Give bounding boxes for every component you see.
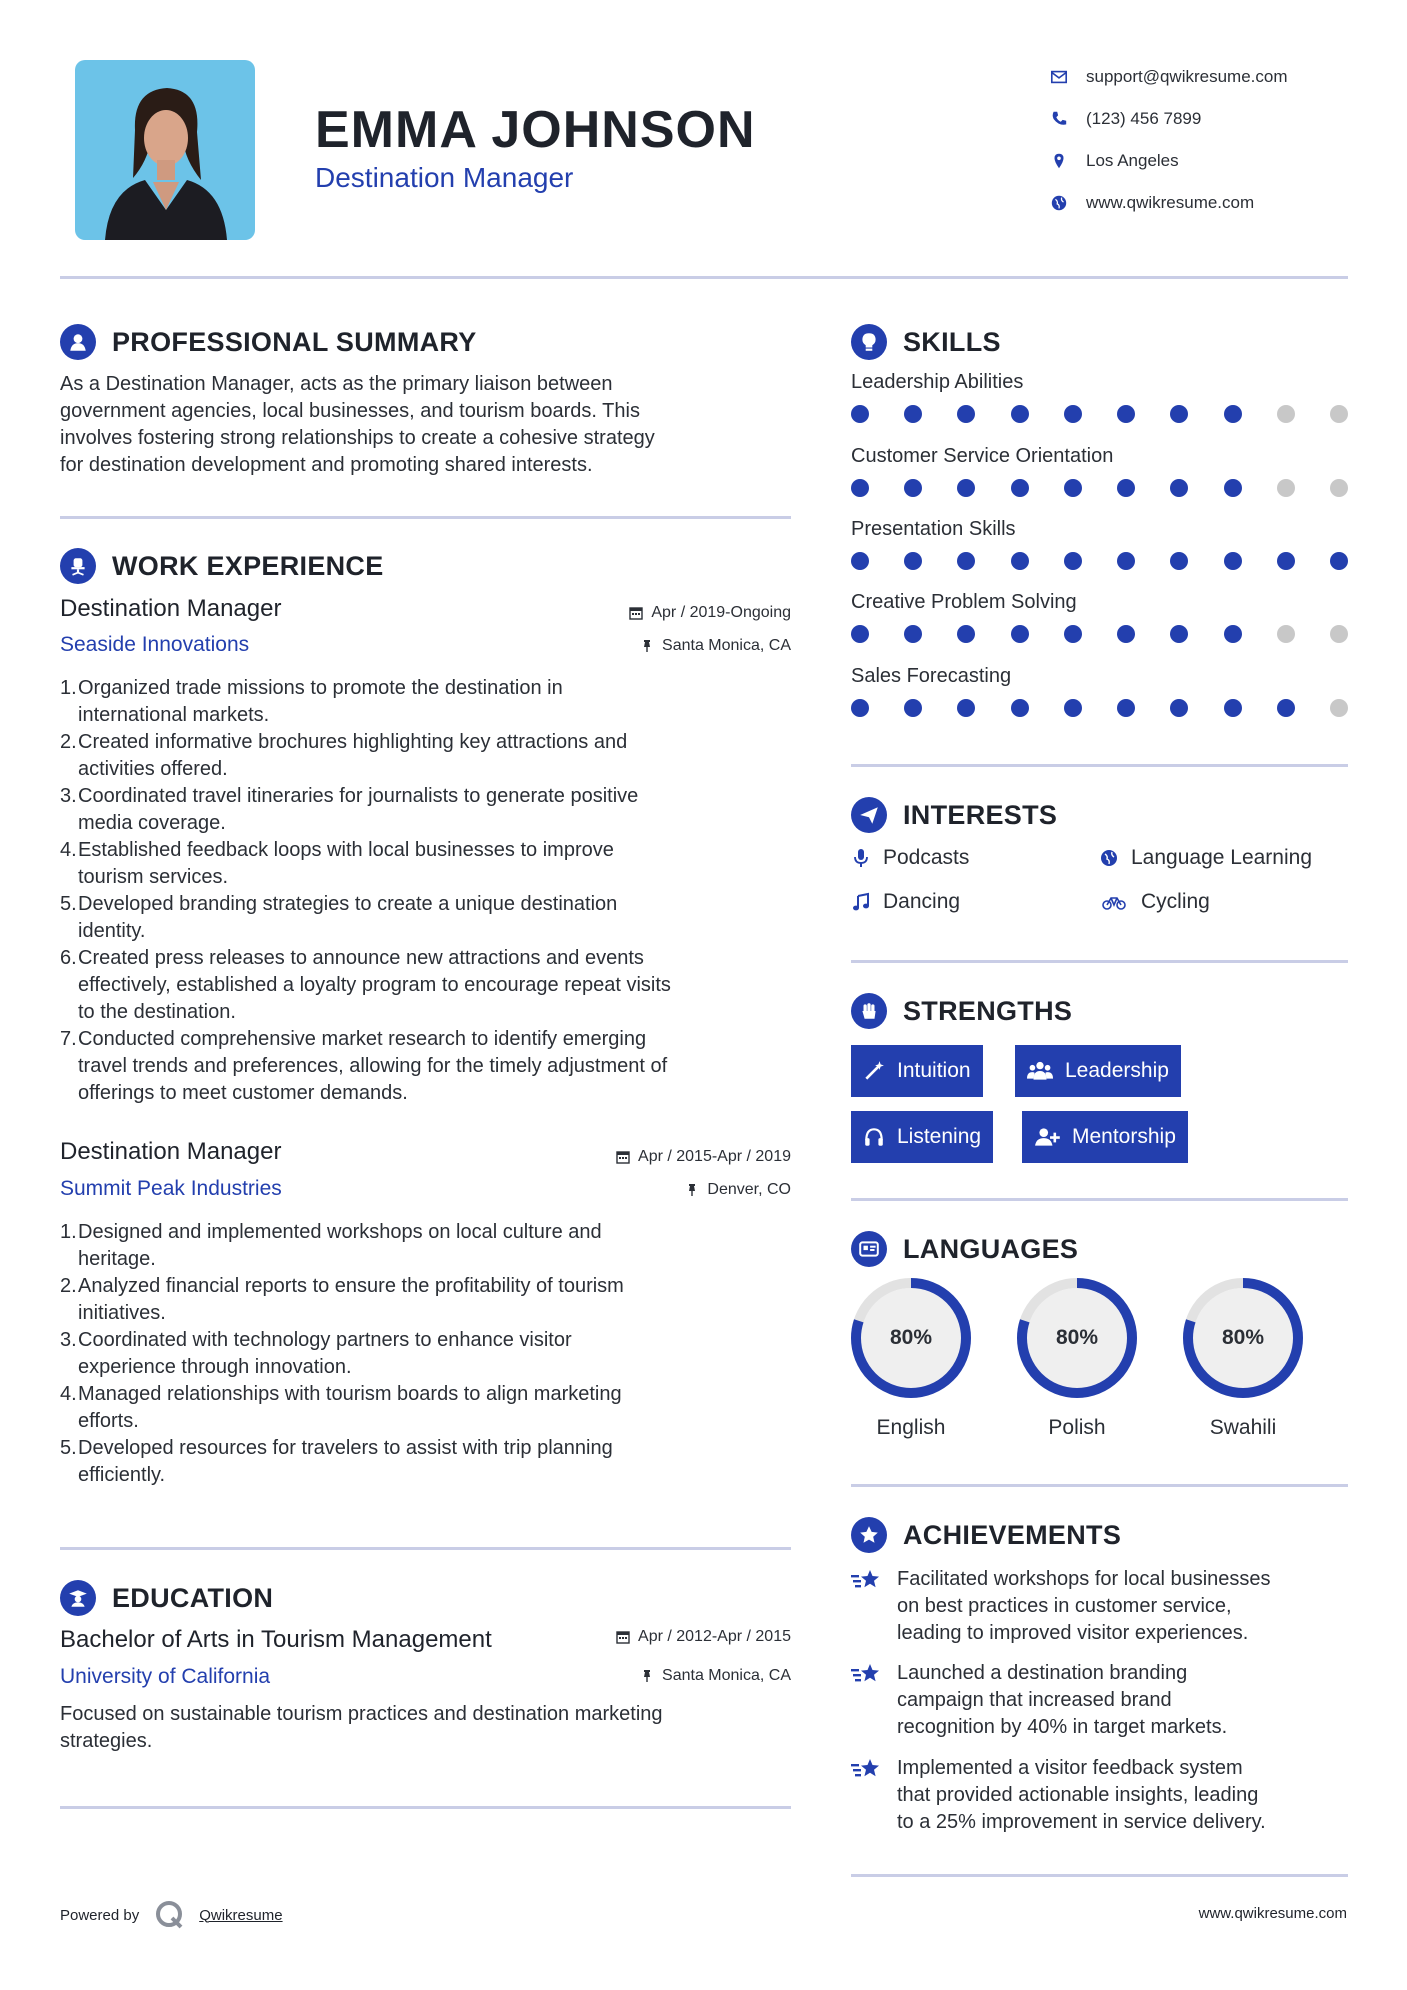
strengths-divider: [851, 1198, 1348, 1201]
rating-dot-filled: [1170, 479, 1188, 497]
skill-name: Creative Problem Solving: [851, 591, 1077, 613]
globe-icon: [1050, 194, 1068, 212]
education-description: [60, 1701, 800, 1755]
education-dates: [616, 1628, 791, 1646]
education-location: [640, 1667, 791, 1685]
achievement-line: that provided actionable insights, leading: [897, 1784, 1259, 1806]
skill-rating: [851, 699, 1348, 717]
rating-dot-empty: [1277, 479, 1295, 497]
language-item: [1015, 1276, 1139, 1440]
job-dates-text: Apr / 2019-Ongoing: [651, 604, 791, 621]
rating-dot-filled: [1117, 552, 1135, 570]
education-line: Focused on sustainable tourism practices and destination marketing: [60, 1703, 663, 1725]
list-number: 4.: [60, 1383, 77, 1405]
list-number: 6.: [60, 947, 77, 969]
rating-dot-filled: [1064, 699, 1082, 717]
rating-dot-empty: [1330, 699, 1348, 717]
job-location-text: Denver, CO: [707, 1181, 791, 1198]
strength-label: Intuition: [897, 1059, 971, 1082]
job-location: [640, 637, 791, 655]
headphones-icon: [863, 1126, 885, 1148]
list-line: Developed branding strategies to create a unique destination: [78, 893, 618, 915]
language-item: [849, 1276, 973, 1440]
list-line: initiatives.: [78, 1302, 166, 1324]
list-number: 1.: [60, 677, 77, 699]
strength-tag: [851, 1111, 993, 1163]
rating-dot-empty: [1330, 405, 1348, 423]
office-chair-icon: [60, 548, 96, 584]
summary-line: involves fostering strong relationships to create a cohesive strategy: [60, 427, 655, 449]
pushpin-icon: [640, 1669, 654, 1683]
list-item: [60, 729, 800, 783]
list-line: travel trends and preferences, allowing for the timely adjustment of: [78, 1055, 668, 1077]
skill-item: [851, 518, 1351, 570]
rating-dot-filled: [1224, 405, 1242, 423]
achievement-item: [851, 1660, 1351, 1741]
rating-dot-filled: [904, 552, 922, 570]
list-item: [60, 1327, 800, 1381]
music-note-icon: [851, 892, 871, 912]
profile-photo: [75, 60, 255, 240]
list-number: 3.: [60, 785, 77, 807]
list-line: Designed and implemented workshops on local culture and: [78, 1221, 602, 1243]
list-line: Created press releases to announce new attractions and events: [78, 947, 644, 969]
rating-dot-filled: [1117, 625, 1135, 643]
star-badge-icon: [851, 1517, 887, 1553]
rating-dot-filled: [1011, 552, 1029, 570]
list-item: [60, 783, 800, 837]
list-line: Established feedback loops with local businesses to improve: [78, 839, 614, 861]
summary-heading: [60, 324, 477, 360]
language-progress-ring: [1181, 1276, 1305, 1400]
contact-location-text: Los Angeles: [1086, 151, 1179, 170]
job-title: Destination Manager: [60, 1138, 282, 1165]
footer-powered-by: [60, 1900, 283, 1930]
skills-divider: [851, 764, 1348, 767]
shooting-star-icon: [851, 1660, 883, 1688]
rating-dot-filled: [1117, 699, 1135, 717]
rating-dot-filled: [851, 625, 869, 643]
contact-phone-text: (123) 456 7899: [1086, 109, 1202, 128]
rating-dot-filled: [1011, 625, 1029, 643]
pushpin-icon: [685, 1183, 699, 1197]
education-line: strategies.: [60, 1730, 153, 1752]
rating-dot-filled: [957, 625, 975, 643]
shooting-star-icon: [851, 1566, 883, 1594]
list-item: [60, 1381, 800, 1435]
list-number: 2.: [60, 1275, 77, 1297]
interest-label: Cycling: [1141, 890, 1210, 913]
job-title: Destination Manager: [60, 595, 282, 622]
interest-item: [1099, 890, 1210, 914]
rating-dot-filled: [1064, 405, 1082, 423]
calendar-icon: [629, 606, 643, 620]
list-line: international markets.: [78, 704, 270, 726]
rating-dot-filled: [851, 699, 869, 717]
summary-divider: [60, 516, 791, 519]
contact-email[interactable]: [1050, 56, 1380, 98]
rating-dot-filled: [1224, 552, 1242, 570]
languages-heading: [851, 1231, 1078, 1267]
skill-rating: [851, 405, 1348, 423]
rating-dot-empty: [1277, 625, 1295, 643]
education-dates-text: Apr / 2012-Apr / 2015: [638, 1628, 791, 1645]
lightbulb-icon: [851, 324, 887, 360]
list-line: Developed resources for travelers to assist with trip planning: [78, 1437, 613, 1459]
skill-item: [851, 665, 1351, 717]
language-name: Polish: [1048, 1416, 1106, 1439]
rating-dot-filled: [904, 479, 922, 497]
list-number: 7.: [60, 1028, 77, 1050]
contact-phone[interactable]: [1050, 98, 1380, 140]
list-item: [60, 1273, 800, 1327]
achievement-line: Implemented a visitor feedback system: [897, 1757, 1243, 1779]
language-percent: 80%: [1055, 1326, 1099, 1349]
brand-link[interactable]: Qwikresume: [199, 1906, 283, 1924]
skill-name: Sales Forecasting: [851, 665, 1012, 687]
user-icon: [60, 324, 96, 360]
rating-dot-filled: [1170, 552, 1188, 570]
skill-rating: [851, 479, 1348, 497]
job-company: Seaside Innovations: [60, 633, 250, 656]
achievement-line: Launched a destination branding: [897, 1662, 1188, 1684]
rating-dot-filled: [851, 405, 869, 423]
rating-dot-filled: [1224, 625, 1242, 643]
summary-line: government agencies, local businesses, and tourism boards. This: [60, 400, 640, 422]
pushpin-icon: [640, 639, 654, 653]
languages-title: LANGUAGES: [903, 1233, 1079, 1264]
interests-heading: [851, 797, 1057, 833]
rating-dot-filled: [957, 405, 975, 423]
contact-location: [1050, 140, 1380, 182]
contact-list: [1050, 56, 1380, 224]
rating-dot-filled: [1064, 625, 1082, 643]
interest-label: Dancing: [883, 890, 961, 913]
id-card-icon: [851, 1231, 887, 1267]
interest-item: [1099, 846, 1312, 870]
rating-dot-filled: [957, 479, 975, 497]
job-location: [685, 1181, 791, 1199]
skill-name: Presentation Skills: [851, 518, 1016, 540]
list-number: 2.: [60, 731, 77, 753]
rating-dot-filled: [1224, 699, 1242, 717]
rating-dot-empty: [1330, 625, 1348, 643]
rating-dot-filled: [1170, 625, 1188, 643]
header-divider: [60, 276, 1348, 279]
achievement-text: [897, 1566, 1271, 1647]
rating-dot-filled: [957, 699, 975, 717]
rating-dot-filled: [1277, 552, 1295, 570]
rating-dot-filled: [1117, 479, 1135, 497]
envelope-icon: [1050, 68, 1068, 86]
strengths-heading: [851, 993, 1072, 1029]
interest-label: Language Learning: [1131, 846, 1313, 869]
list-line: Coordinated travel itineraries for journalists to generate positive: [78, 785, 639, 807]
strengths-title: STRENGTHS: [903, 995, 1073, 1026]
achievement-line: on best practices in customer service,: [897, 1595, 1232, 1617]
education-divider: [60, 1806, 791, 1809]
skill-name: Customer Service Orientation: [851, 445, 1114, 467]
language-progress-ring: [849, 1276, 973, 1400]
list-item: [60, 891, 800, 945]
achievement-line: Facilitated workshops for local businesses: [897, 1568, 1271, 1590]
skill-name: Leadership Abilities: [851, 371, 1024, 393]
qwikresume-logo-icon: [155, 1900, 185, 1930]
list-line: Managed relationships with tourism boards to align marketing: [78, 1383, 622, 1405]
skill-rating: [851, 552, 1348, 570]
achievement-text: [897, 1755, 1266, 1836]
contact-email-text: support@qwikresume.com: [1086, 67, 1288, 86]
list-line: media coverage.: [78, 812, 226, 834]
achievements-title: ACHIEVEMENTS: [903, 1519, 1122, 1550]
calendar-icon: [616, 1150, 630, 1164]
rating-dot-filled: [851, 479, 869, 497]
list-line: Created informative brochures highlighting key attractions and: [78, 731, 628, 753]
rating-dot-filled: [1011, 405, 1029, 423]
person-portrait-icon: [75, 60, 255, 240]
rating-dot-empty: [1330, 479, 1348, 497]
strength-label: Mentorship: [1072, 1125, 1176, 1148]
contact-website[interactable]: [1050, 182, 1380, 224]
rating-dot-filled: [904, 625, 922, 643]
job-dates: [616, 1148, 791, 1166]
job-duties-list: [60, 675, 800, 1107]
contact-website-text: www.qwikresume.com: [1086, 193, 1255, 212]
rating-dot-filled: [904, 699, 922, 717]
rating-dot-filled: [1064, 479, 1082, 497]
rating-dot-filled: [904, 405, 922, 423]
list-line: to the destination.: [78, 1001, 236, 1023]
job-location-text: Santa Monica, CA: [662, 637, 791, 654]
paper-plane-icon: [851, 797, 887, 833]
list-item: [60, 675, 800, 729]
experience-heading: [60, 548, 384, 584]
list-number: 3.: [60, 1329, 77, 1351]
job-duties-list: [60, 1219, 800, 1489]
rating-dot-filled: [1117, 405, 1135, 423]
list-number: 5.: [60, 1437, 77, 1459]
graduate-icon: [60, 1580, 96, 1616]
language-name: English: [876, 1416, 946, 1439]
job-company: Summit Peak Industries: [60, 1177, 282, 1200]
microphone-icon: [851, 848, 871, 868]
strength-tag: [1015, 1045, 1181, 1097]
interest-item: [851, 846, 969, 870]
rating-dot-filled: [1224, 479, 1242, 497]
list-line: identity.: [78, 920, 146, 942]
degree-title: Bachelor of Arts in Tourism Management: [60, 1626, 492, 1653]
list-line: effectively, established a loyalty program to encourage repeat visits: [78, 974, 671, 996]
list-line: Analyzed financial reports to ensure the profitability of tourism: [78, 1275, 624, 1297]
list-line: efficiently.: [78, 1464, 166, 1486]
education-title: EDUCATION: [112, 1582, 274, 1613]
strength-tag: [1022, 1111, 1188, 1163]
achievement-line: leading to improved visitor experiences.: [897, 1622, 1249, 1644]
language-item: [1181, 1276, 1305, 1440]
job-dates-text: Apr / 2015-Apr / 2019: [638, 1148, 791, 1165]
interests-title: INTERESTS: [903, 799, 1058, 830]
shooting-star-icon: [851, 1755, 883, 1783]
skill-item: [851, 591, 1351, 643]
candidate-role: Destination Manager: [315, 162, 574, 193]
experience-divider: [60, 1547, 791, 1550]
interest-item: [851, 890, 960, 914]
raised-fist-icon: [851, 993, 887, 1029]
skills-heading: [851, 324, 1001, 360]
rating-dot-filled: [1011, 479, 1029, 497]
map-pin-icon: [1050, 152, 1068, 170]
rating-dot-empty: [1277, 405, 1295, 423]
magic-wand-icon: [863, 1060, 885, 1082]
rating-dot-filled: [1064, 552, 1082, 570]
education-location-text: Santa Monica, CA: [662, 1667, 791, 1684]
summary-line: for destination development and promoting shared interests.: [60, 454, 593, 476]
list-item: [60, 1026, 800, 1107]
rating-dot-filled: [1170, 699, 1188, 717]
skill-rating: [851, 625, 1348, 643]
achievement-line: recognition by 40% in target markets.: [897, 1716, 1228, 1738]
calendar-icon: [616, 1630, 630, 1644]
user-plus-icon: [1034, 1126, 1060, 1148]
achievement-line: campaign that increased brand: [897, 1689, 1172, 1711]
list-item: [60, 1219, 800, 1273]
job-dates: [629, 604, 791, 622]
education-heading: [60, 1580, 273, 1616]
rating-dot-filled: [1277, 699, 1295, 717]
achievement-text: [897, 1660, 1227, 1741]
candidate-name: EMMA JOHNSON: [315, 101, 756, 159]
users-icon: [1027, 1060, 1053, 1082]
summary-line: As a Destination Manager, acts as the primary liaison between: [60, 373, 613, 395]
list-number: 5.: [60, 893, 77, 915]
achievements-heading: [851, 1517, 1121, 1553]
skills-title: SKILLS: [903, 326, 1001, 357]
list-item: [60, 837, 800, 891]
language-percent: 80%: [1221, 1326, 1265, 1349]
languages-divider: [851, 1484, 1348, 1487]
interests-divider: [851, 960, 1348, 963]
powered-by-text: Powered by: [60, 1906, 140, 1924]
achievement-item: [851, 1755, 1351, 1836]
achievements-divider: [851, 1874, 1348, 1877]
rating-dot-filled: [1330, 552, 1348, 570]
strength-label: Listening: [897, 1125, 982, 1148]
achievement-item: [851, 1566, 1351, 1647]
achievement-line: to a 25% improvement in service delivery.: [897, 1811, 1266, 1833]
globe-icon: [1099, 848, 1119, 868]
list-line: experience through innovation.: [78, 1356, 352, 1378]
list-line: tourism services.: [78, 866, 229, 888]
bicycle-icon: [1099, 892, 1129, 912]
list-number: 1.: [60, 1221, 77, 1243]
rating-dot-filled: [957, 552, 975, 570]
list-item: [60, 1435, 800, 1489]
list-line: efforts.: [78, 1410, 139, 1432]
phone-icon: [1050, 110, 1068, 128]
strength-label: Leadership: [1065, 1059, 1169, 1082]
skill-item: [851, 371, 1351, 423]
list-line: Coordinated with technology partners to enhance visitor: [78, 1329, 572, 1351]
skill-item: [851, 445, 1351, 497]
rating-dot-filled: [1011, 699, 1029, 717]
rating-dot-filled: [1170, 405, 1188, 423]
summary-text: [60, 371, 800, 479]
strength-tag: [851, 1045, 983, 1097]
language-progress-ring: [1015, 1276, 1139, 1400]
list-line: offerings to meet customer demands.: [78, 1082, 408, 1104]
experience-title: WORK EXPERIENCE: [112, 550, 384, 581]
footer-site[interactable]: www.qwikresume.com: [1198, 1905, 1347, 1922]
rating-dot-filled: [851, 552, 869, 570]
list-line: heritage.: [78, 1248, 156, 1270]
summary-title: PROFESSIONAL SUMMARY: [112, 326, 477, 357]
list-number: 4.: [60, 839, 77, 861]
language-percent: 80%: [889, 1326, 933, 1349]
interest-label: Podcasts: [883, 846, 970, 869]
list-item: [60, 945, 800, 1026]
language-name: Swahili: [1209, 1416, 1277, 1439]
school-name: University of California: [60, 1665, 271, 1688]
list-line: activities offered.: [78, 758, 228, 780]
list-line: Organized trade missions to promote the destination in: [78, 677, 563, 699]
list-line: Conducted comprehensive market research to identify emerging: [78, 1028, 647, 1050]
